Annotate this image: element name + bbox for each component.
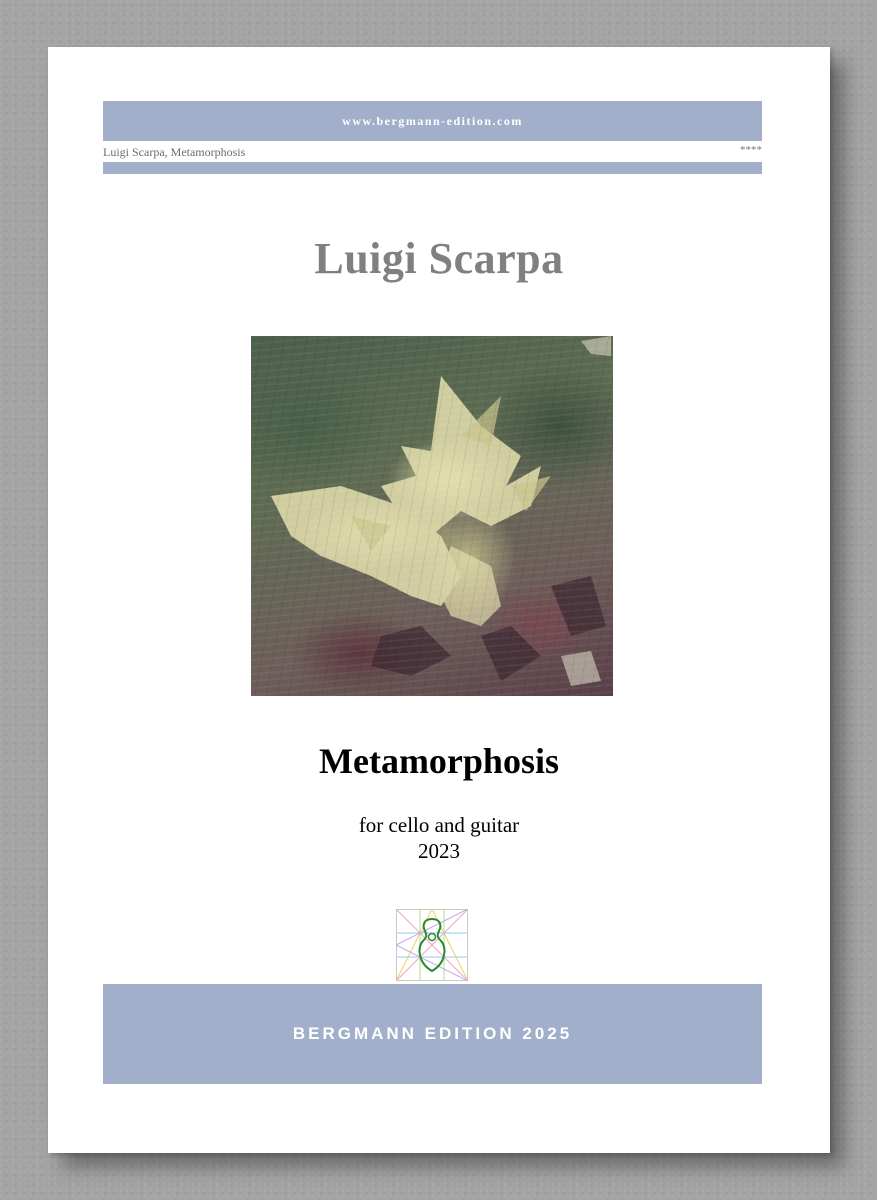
work-title: Metamorphosis bbox=[319, 741, 559, 781]
score-cover-page bbox=[48, 47, 830, 1153]
publisher-label: BERGMANN EDITION 2025 bbox=[292, 1024, 573, 1043]
composition-year: 2023 bbox=[418, 839, 460, 863]
header-divider-band bbox=[103, 162, 762, 174]
work-details bbox=[48, 812, 830, 864]
header-rating: **** bbox=[740, 144, 762, 156]
composer-name: Luigi Scarpa bbox=[314, 234, 564, 283]
running-header bbox=[103, 145, 762, 159]
instrumentation-text: for cello and guitar bbox=[358, 813, 520, 837]
website-banner bbox=[103, 101, 762, 141]
website-url[interactable]: www.bergmann-edition.com bbox=[342, 113, 523, 128]
cover-artwork-image bbox=[251, 336, 613, 696]
publisher-banner bbox=[103, 984, 762, 1084]
guitar-logo-icon bbox=[396, 909, 468, 981]
artwork-texture bbox=[251, 336, 613, 696]
header-work-label: Luigi Scarpa, Metamorphosis bbox=[103, 145, 246, 159]
